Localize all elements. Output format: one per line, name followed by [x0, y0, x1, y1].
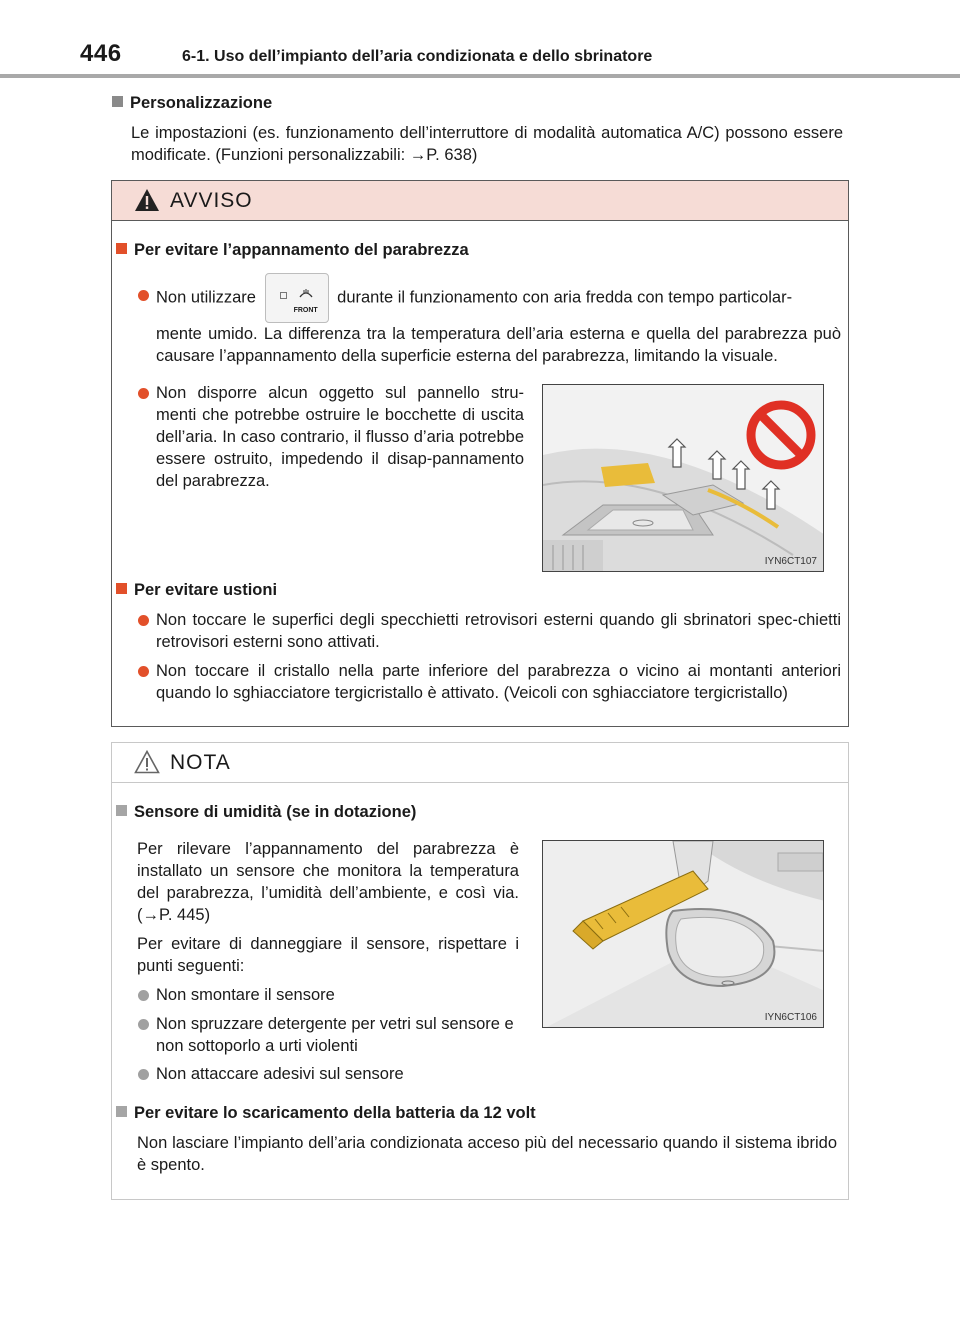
heading-text: Sensore di umidità (se in dotazione) [134, 803, 417, 821]
round-bullet-icon [138, 615, 149, 626]
caution-triangle-icon [134, 750, 160, 774]
item-text: Non toccare le superfici degli specchietti retrovisori esterni quando gli sbrinatori spec-chietti retrovisori esterni sono attivati. [156, 611, 841, 651]
heading-text: Per evitare l’appannamento del parabrezza [134, 241, 469, 259]
humidity-sensor-figure [542, 840, 824, 1028]
figure-code: IYN6CT107 [764, 556, 817, 567]
page-number: 446 [80, 40, 122, 67]
front-defroster-button-icon [265, 273, 329, 323]
note-section2-heading [116, 1104, 536, 1123]
square-bullet-icon [116, 583, 127, 594]
note-title: NOTA [170, 751, 231, 774]
warning-title-bar [112, 181, 848, 221]
square-bullet-icon [116, 1106, 127, 1117]
item-text: Non smontare il sensore [156, 986, 335, 1004]
warning-item1-line1 [138, 273, 840, 323]
intro-text: Le impostazioni (es. funzionamento dell’interruttore di modalità automatica A/C) possono essere modificate. (Funzioni personalizzabili: →P. 638) [131, 124, 843, 164]
note-section1-heading [116, 803, 416, 822]
warning-section1-heading [116, 241, 469, 260]
round-bullet-icon [138, 290, 149, 301]
note-list-item-2 [138, 1013, 530, 1057]
square-bullet-icon [116, 805, 127, 816]
square-bullet-icon [112, 96, 123, 107]
round-bullet-icon [138, 1069, 149, 1080]
warning-burn-item1 [138, 609, 841, 653]
section-title: 6-1. Uso dell’impianto dell’aria condizionata e dello sbrinatore [182, 48, 653, 65]
heading-text: Per evitare ustioni [134, 581, 278, 599]
dashboard-vents-figure [542, 384, 824, 572]
warning-item2 [138, 382, 524, 492]
round-bullet-icon [138, 666, 149, 677]
item-text: Non spruzzare detergente per vetri sul sensore e non sottoporlo a urti violenti [156, 1015, 514, 1055]
item-text: Non disporre alcun oggetto sul pannello stru-menti che potrebbe ostruire le bocchette di uscita dell’aria. In caso contrario, il flusso d’aria potrebbe essere ostruito, impedendo il disap-pannamento del parabrezza. [156, 384, 524, 490]
warning-title: AVVISO [170, 189, 253, 212]
dashboard-illustration [543, 385, 824, 572]
round-bullet-icon [138, 388, 149, 399]
button-label: FRONT [293, 307, 318, 314]
item-text: Non toccare il cristallo nella parte inferiore del parabrezza o vicino ai montanti anteriori quando lo sghiacciatore tergicristallo è attivato. (Veicoli con sghiacciatore tergicristallo) [156, 662, 841, 702]
warning-section2-heading [116, 581, 277, 600]
page-header [0, 0, 960, 80]
sensor-illustration [543, 841, 824, 1028]
note-title-bar [112, 743, 848, 783]
note-section2-text: Non lasciare l’impianto dell’aria condizionata acceso più del necessario quando il sistema ibrido è spento. [137, 1134, 837, 1174]
warning-item1-cont: mente umido. La differenza tra la temperatura dell’aria esterna e quella del parabrezza può causare l’appannamento della superficie esterna del parabrezza, limitando la visuale. [156, 325, 841, 365]
round-bullet-icon [138, 1019, 149, 1030]
header-rule [0, 74, 960, 78]
round-bullet-icon [138, 990, 149, 1001]
figure-code: IYN6CT106 [764, 1012, 817, 1023]
item-text: Non utilizzare [156, 288, 256, 307]
warning-triangle-icon [134, 188, 160, 212]
warning-burn-item2 [138, 660, 841, 704]
intro-heading-text: Personalizzazione [130, 94, 273, 112]
item-text: Non attaccare adesivi sul sensore [156, 1065, 404, 1083]
heading-text: Per evitare lo scaricamento della batteria da 12 volt [134, 1104, 536, 1122]
intro-heading [112, 94, 272, 113]
item-text-continued: durante il funzionamento con aria fredda con tempo particolar- [337, 288, 793, 307]
note-para2: Per evitare di danneggiare il sensore, rispettare i punti seguenti: [137, 935, 519, 975]
note-para1: Per rilevare l’appannamento del parabrezza è installato un sensore che monitora la temperatura del parabrezza, l’umidità dell’ambiente, e così via. (→P. 445) [137, 840, 519, 924]
windshield-defrost-icon [299, 286, 313, 298]
square-bullet-icon [116, 243, 127, 254]
warning-box [111, 180, 849, 727]
indicator-led [280, 292, 287, 299]
note-box [111, 742, 849, 1200]
note-list-item-3 [138, 1063, 530, 1085]
note-list-item-1 [138, 984, 528, 1006]
